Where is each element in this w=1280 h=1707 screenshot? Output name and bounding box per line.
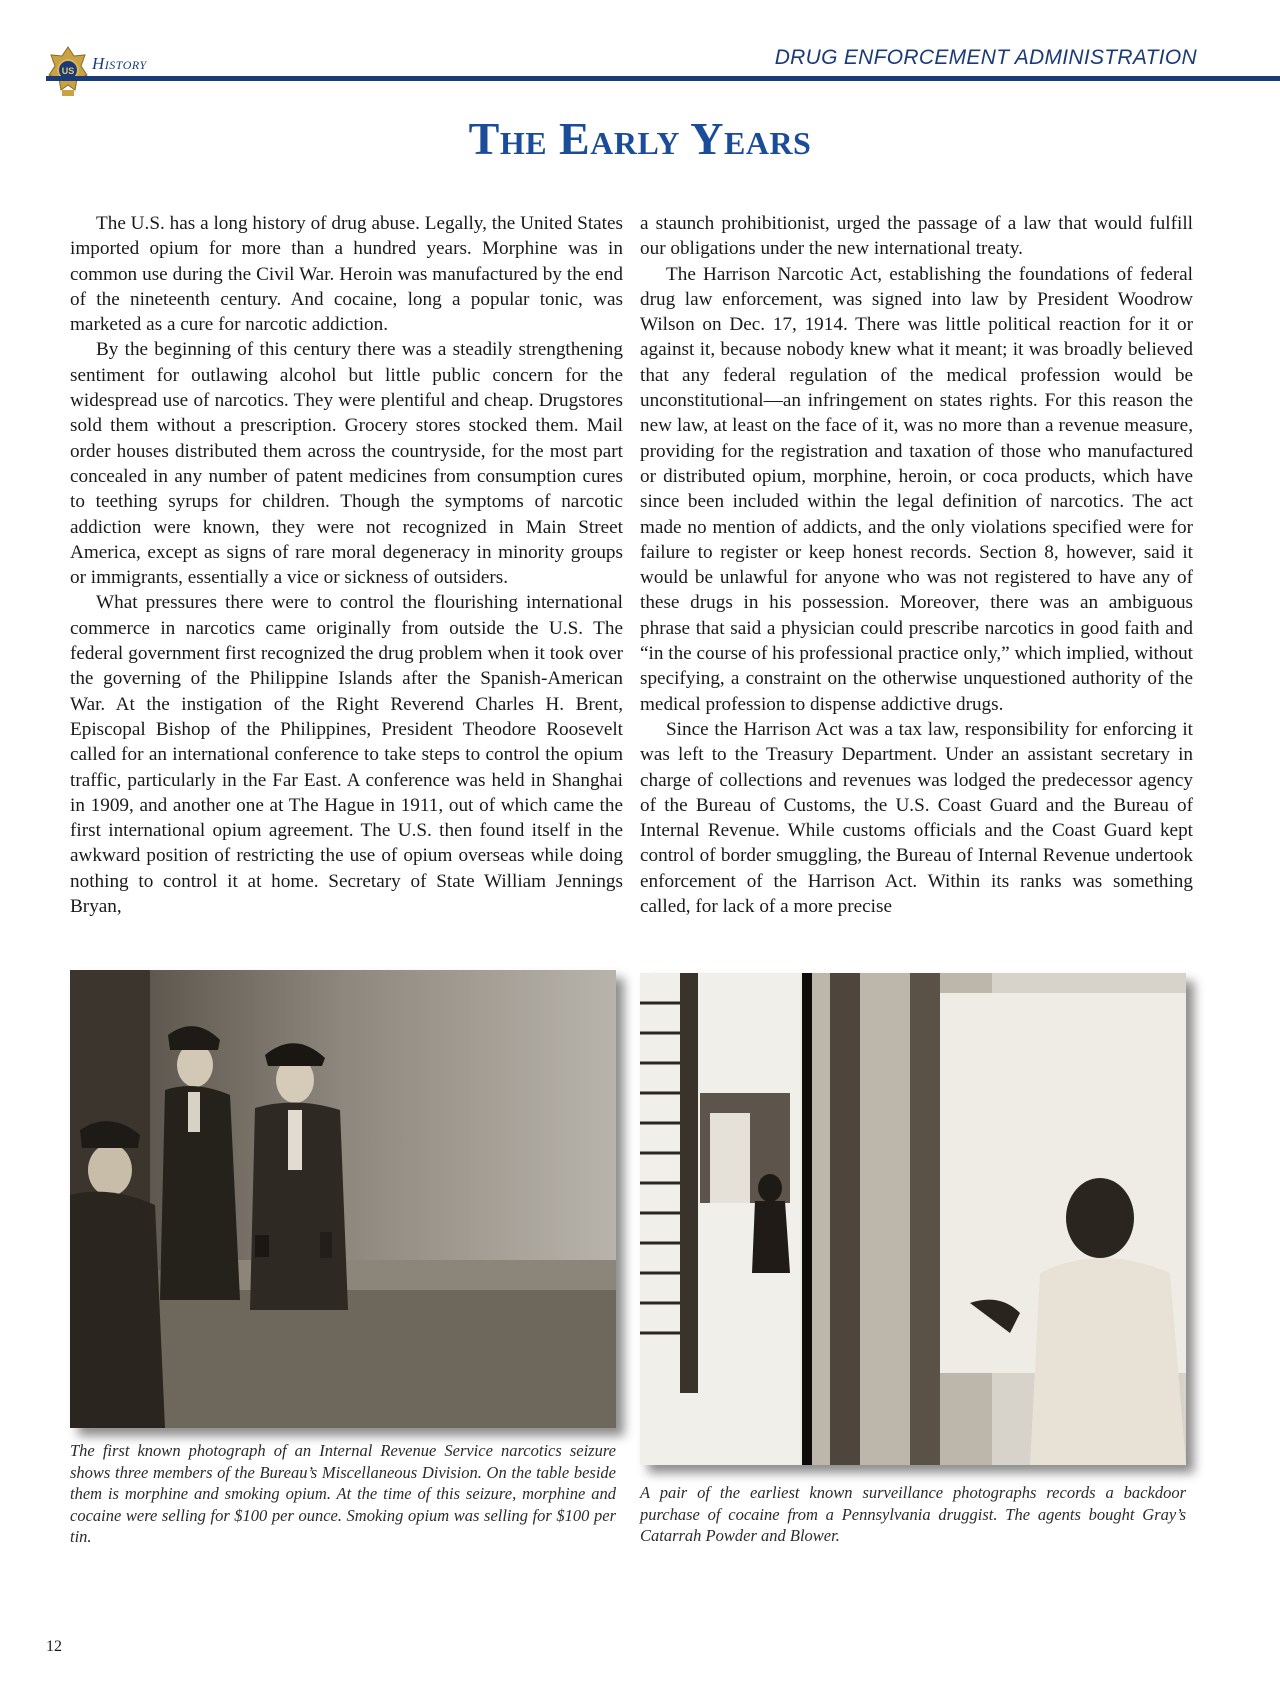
surveillance-photos — [640, 973, 1186, 1465]
paragraph: The U.S. has a long history of drug abuse. Legally, the United States imported opium for more than a hundred years. Morphine was in common use during the Civil War. Heroin was manufactured by the end of the nineteenth century. And cocaine, long a popular tonic, was marketed as a cure for narcotic addiction. — [70, 213, 623, 336]
paragraph: What pressures there were to control the flourishing international commerce in narcotics came originally from outside the U.S. The federal government first recognized the drug problem when it took over the governing of the Philippine Islands after the Spanish-American War. At the instigation of the Right Reverend Charles H. Brent, Episcopal Bishop of the Philippines, President Theodore Roosevelt called for an international conference to take steps to control the opium traffic, particularly in the Far East. A conference was held in Shanghai in 1909, and another one at The Hague in 1911, out of which came the first international opium agreement. The U.S. then found itself in the awkward position of restricting the use of opium overseas while doing nothing to control it at home. Secretary of State William Jennings Bryan, — [70, 592, 623, 918]
paragraph: The Harrison Narcotic Act, establishing the foundations of federal drug law enforcement, was signed into law by President Woodrow Wilson on Dec. 17, 1914. There was little political reaction for it or against it, because nobody knew what it meant; it was broadly believed that any federal regulation of the medical profession would be unconstitutional—an infringement on states rights. For this reason the new law, at least on the face of it, was no more than a revenue measure, providing for the registration and taxation of those who manufactured or distributed opium, morphine, heroin, or coca products, which have since been included within the legal definition of narcotics. The act made no mention of addicts, and the only violations specified were for failure to register or keep honest records. Section 8, however, said it would be unlawful for anyone who was not registered to have any of these drugs in his possession. Moreover, there was an ambiguous phrase that said a physician could prescribe narcotics in good faith and “in the course of his professional practice only,” which implied, without specifying, a constraint on the otherwise unquestioned authority of the medical profession to dispense addictive drugs. — [640, 263, 1193, 715]
section-label: History — [92, 54, 147, 73]
page-number: 12 — [46, 1638, 62, 1655]
left-column — [70, 211, 623, 919]
paragraph: By the beginning of this century there was a steadily strengthening sentiment for outlawing alcohol but little public concern for the widespread use of narcotics. They were plentiful and cheap. Drugstores sold them without a prescription. Grocery stores stocked them. Mail order houses distributed them across the countryside, for the most part concealed in any number of patent medicines from consumption cures to teething syrups for children. Though the symptoms of narcotic addiction were known, they were not recognized in Main Street America, except as signs of rare moral degeneracy in minority groups or immigrants, essentially a vice or sickness of outsiders. — [70, 339, 623, 589]
header-rule — [46, 76, 1280, 81]
page-header — [0, 0, 1280, 110]
paragraph: a staunch prohibitionist, urged the passage of a law that would fulfill our obligations under the new international treaty. — [640, 213, 1193, 260]
photo-caption-left: The first known photograph of an Internal Revenue Service narcotics seizure shows three members of the Bureau’s Miscellaneous Division. On the table beside them is morphine and smoking opium. At the time of this seizure, morphine and cocaine were selling for $100 per ounce. Smoking opium was selling for $100 per tin. — [70, 1441, 616, 1546]
paragraph: Since the Harrison Act was a tax law, responsibility for enforcing it was left to the Treasury Department. Under an assistant secretary in charge of collections and revenues was lodged the predecessor agency of the Bureau of Customs, the U.S. Coast Guard and the Bureau of Internal Revenue. While customs officials and the Coast Guard kept control of border smuggling, the Bureau of Internal Revenue undertook enforcement of the Harrison Act. Within its ranks was something called, for lack of a more precise — [640, 718, 1193, 918]
right-column — [640, 211, 1193, 919]
page-title: The Early Years — [468, 113, 812, 164]
photo-caption-right: A pair of the earliest known surveillance photographs records a backdoor purchase of cocaine from a Pennsylvania druggist. The agents bought Gray’s Catarrah Powder and Blower. — [640, 1483, 1186, 1545]
publication-name: DRUG ENFORCEMENT ADMINISTRATION — [774, 46, 1197, 69]
dea-badge-icon — [48, 46, 88, 98]
seizure-photo — [70, 970, 616, 1428]
svg-text:US: US — [61, 66, 75, 76]
